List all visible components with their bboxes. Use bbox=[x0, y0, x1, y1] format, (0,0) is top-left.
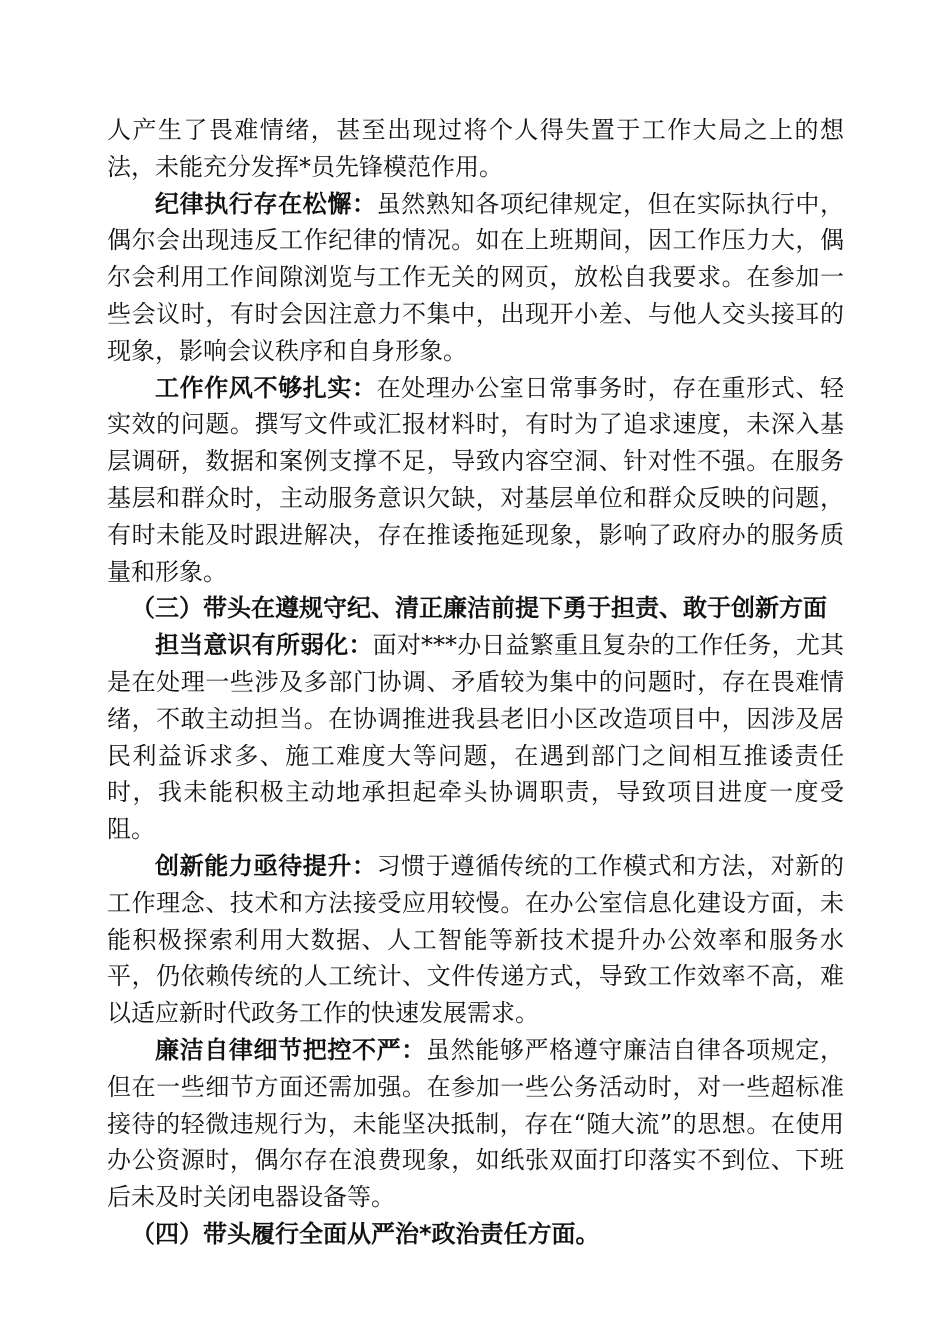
paragraph-innovation bbox=[107, 848, 844, 1032]
paragraph-text: 习惯于遵循传统的工作模式和方法，对新的工作理念、技术和方法接受应用较慢。在办公室信息化建设方面，未能积极探索利用大数据、人工智能等新技术提升办公效率和服务水平，仍依赖传统的人工统计、文件传递方式，导致工作效率不高，难以适应新时代政务工作的快速发展需求。 bbox=[107, 851, 845, 1028]
paragraph-discipline bbox=[107, 186, 844, 370]
paragraph-lead: 纪律执行存在松懈： bbox=[155, 189, 377, 218]
section-heading-4: （四）带头履行全面从严治*政治责任方面。 bbox=[131, 1219, 600, 1248]
paragraph-integrity bbox=[107, 1032, 844, 1216]
paragraph-text: 虽然熟知各项纪律规定，但在实际执行中，偶尔会出现违反工作纪律的情况。如在上班期间，因工作压力大，偶尔会利用工作间隙浏览与工作无关的网页，放松自我要求。在参加一些会议时，有时会因注意力不集中，出现开小差、与他人交头接耳的现象，影响会议秩序和自身形象。 bbox=[107, 189, 845, 365]
paragraph-continuation bbox=[107, 112, 844, 186]
document-page bbox=[107, 112, 844, 1253]
paragraph-text: 虽然能够严格遵守廉洁自律各项规定，但在一些细节方面还需加强。在参加一些公务活动时，对一些超标准接待的轻微违规行为，未能坚决抵制，存在“随大流”的思想。在使用办公资源时，偶尔存在浪费现象，如纸张双面打印落实不到位、下班后未及时关闭电器设备等。 bbox=[107, 1035, 845, 1212]
paragraph-lead: 工作作风不够扎实： bbox=[155, 373, 377, 402]
section-heading-3: （三）带头在遵规守纪、清正廉洁前提下勇于担责、敢于创新方面 bbox=[131, 594, 827, 623]
paragraph-text: 人产生了畏难情绪，甚至出现过将个人得失置于工作大局之上的想法，未能充分发挥*员先锋模范作用。 bbox=[107, 116, 844, 181]
paragraph-lead: 廉洁自律细节把控不严： bbox=[155, 1035, 426, 1064]
paragraph-work-style bbox=[107, 370, 844, 591]
paragraph-lead: 创新能力亟待提升： bbox=[155, 851, 377, 880]
paragraph-lead: 担当意识有所弱化： bbox=[155, 631, 373, 660]
paragraph-text: 在处理办公室日常事务时，存在重形式、轻实效的问题。撰写文件或汇报材料时，有时为了追求速度，未深入基层调研，数据和案例支撑不足，导致内容空洞、针对性不强。在服务基层和群众时，主动服务意识欠缺，对基层单位和群众反映的问题，有时未能及时跟进解决，存在推诿拖延现象，影响了政府办的服务质量和形象。 bbox=[107, 373, 845, 586]
paragraph-text: 面对***办日益繁重且复杂的工作任务，尤其是在处理一些涉及多部门协调、矛盾较为集中的问题时，存在畏难情绪，不敢主动担当。在协调推进我县老旧小区改造项目中，因涉及居民利益诉求多、施工难度大等问题，在遇到部门之间相互推诿责任时，我未能积极主动地承担起牵头协调职责，导致项目进度一度受阻。 bbox=[107, 631, 845, 844]
paragraph-responsibility bbox=[107, 627, 844, 848]
